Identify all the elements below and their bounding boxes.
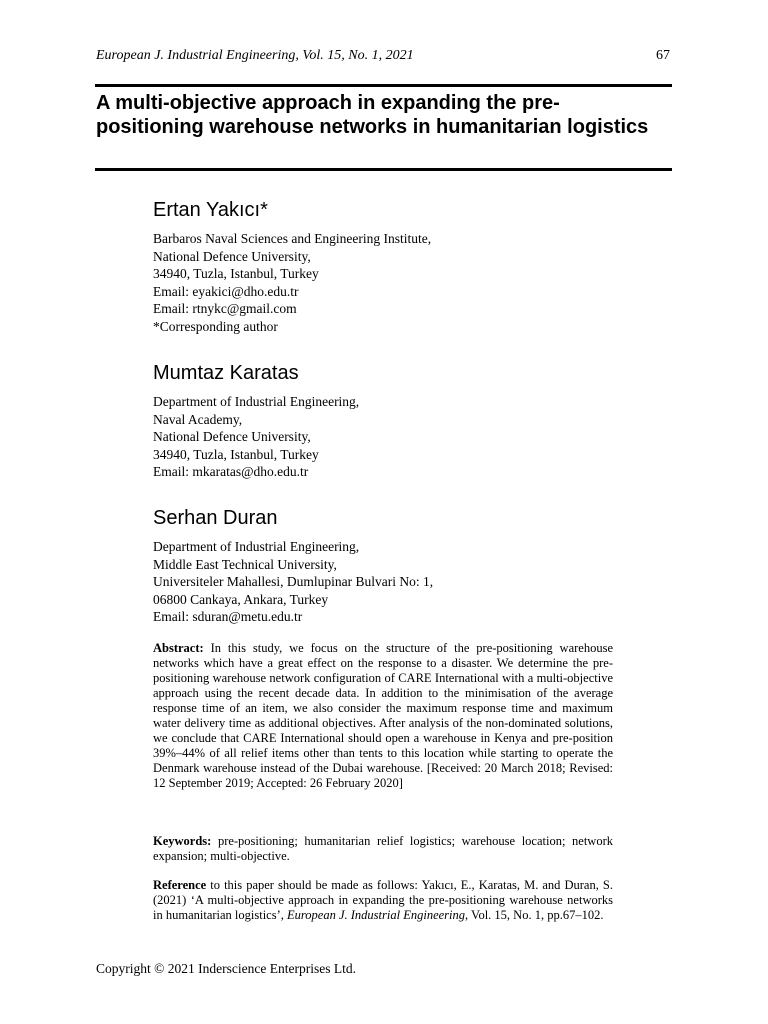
author-name: Mumtaz Karatas — [153, 362, 299, 384]
abstract-text: In this study, we focus on the structure of the pre-positioning warehouse networks which have a great effect on the response to a disaster. We determine the pre-positioning warehouse network configuration of CARE International with a multi-objective approach using the recent decade data. In addition to the minimisation of the average response time of an item, we also consider the maximum response time and maximum water delivery time as additional objectives. After analysis of the non-dominated solutions, we conclude that CARE International should open a warehouse in Kenya and pre-position 39%–44% of all relief items other than tents to this location while starting to operate the Denmark warehouse instead of the Dubai warehouse. [Received: 20 March 2018; Revised: 12 September 2019; Accepted: 26 February 2020] — [153, 641, 614, 790]
corresponding-author-note: *Corresponding author — [153, 318, 278, 334]
author-block-3 — [153, 506, 623, 626]
page-number: 67 — [656, 48, 670, 63]
affiliation-line: Barbaros Naval Sciences and Engineering Institute, — [153, 231, 432, 246]
affiliation-line: Naval Academy, — [153, 411, 243, 427]
keywords-text: pre-positioning; humanitarian relief logistics; warehouse location; network expansion; multi-objective. — [153, 834, 613, 863]
affiliation-line: Middle East Technical University, — [153, 556, 337, 572]
keywords-label: Keywords: — [153, 834, 212, 848]
affiliation-line: 34940, Tuzla, Istanbul, Turkey — [153, 446, 319, 462]
email-line: Email: rtnykc@gmail.com — [153, 301, 297, 317]
journal-citation: European J. Industrial Engineering, Vol. 15, No. 1, 2021 — [96, 48, 414, 63]
reference-label: Reference — [153, 878, 207, 892]
affiliation-line: National Defence University, — [153, 429, 311, 445]
email-line: Email: sduran@metu.edu.tr — [153, 609, 303, 625]
email-line: Email: mkaratas@dho.edu.tr — [153, 464, 309, 480]
reference-text: to this paper should be made as follows: Yakıcı, E., Karatas, M. and Duran, S. (2021) ‘A multi-objective approach in expanding the pre-positioning warehouse networks in humanitarian logistics’, — [153, 878, 614, 922]
email-line: Email: eyakici@dho.edu.tr — [153, 283, 299, 299]
affiliation-line: National Defence University, — [153, 248, 311, 264]
author-name: Ertan Yakıcı* — [153, 199, 268, 221]
affiliation-line: Department of Industrial Engineering, — [153, 539, 360, 554]
running-header — [96, 48, 672, 64]
title-rule-bottom — [95, 168, 672, 171]
copyright-notice: Copyright © 2021 Inderscience Enterprises Ltd. — [96, 961, 356, 976]
reference-journal: European J. Industrial Engineering — [287, 908, 466, 922]
abstract — [153, 641, 613, 791]
abstract-label: Abstract: — [153, 641, 204, 655]
reference — [153, 878, 613, 923]
author-block-2 — [153, 361, 623, 481]
affiliation-line: Department of Industrial Engineering, — [153, 394, 360, 409]
paper-title: A multi-objective approach in expanding the pre-positioning warehouse networks in humanitarian logistics — [96, 92, 649, 138]
keywords — [153, 834, 613, 864]
author-name: Serhan Duran — [153, 507, 278, 529]
affiliation-line: 06800 Cankaya, Ankara, Turkey — [153, 591, 329, 607]
author-block-1 — [153, 198, 623, 336]
affiliation-line: Universiteler Mahallesi, Dumlupinar Bulvari No: 1, — [153, 574, 434, 590]
reference-details: , Vol. 15, No. 1, pp.67–102. — [465, 908, 604, 922]
affiliation-line: 34940, Tuzla, Istanbul, Turkey — [153, 266, 319, 282]
title-rule-top — [95, 84, 672, 87]
